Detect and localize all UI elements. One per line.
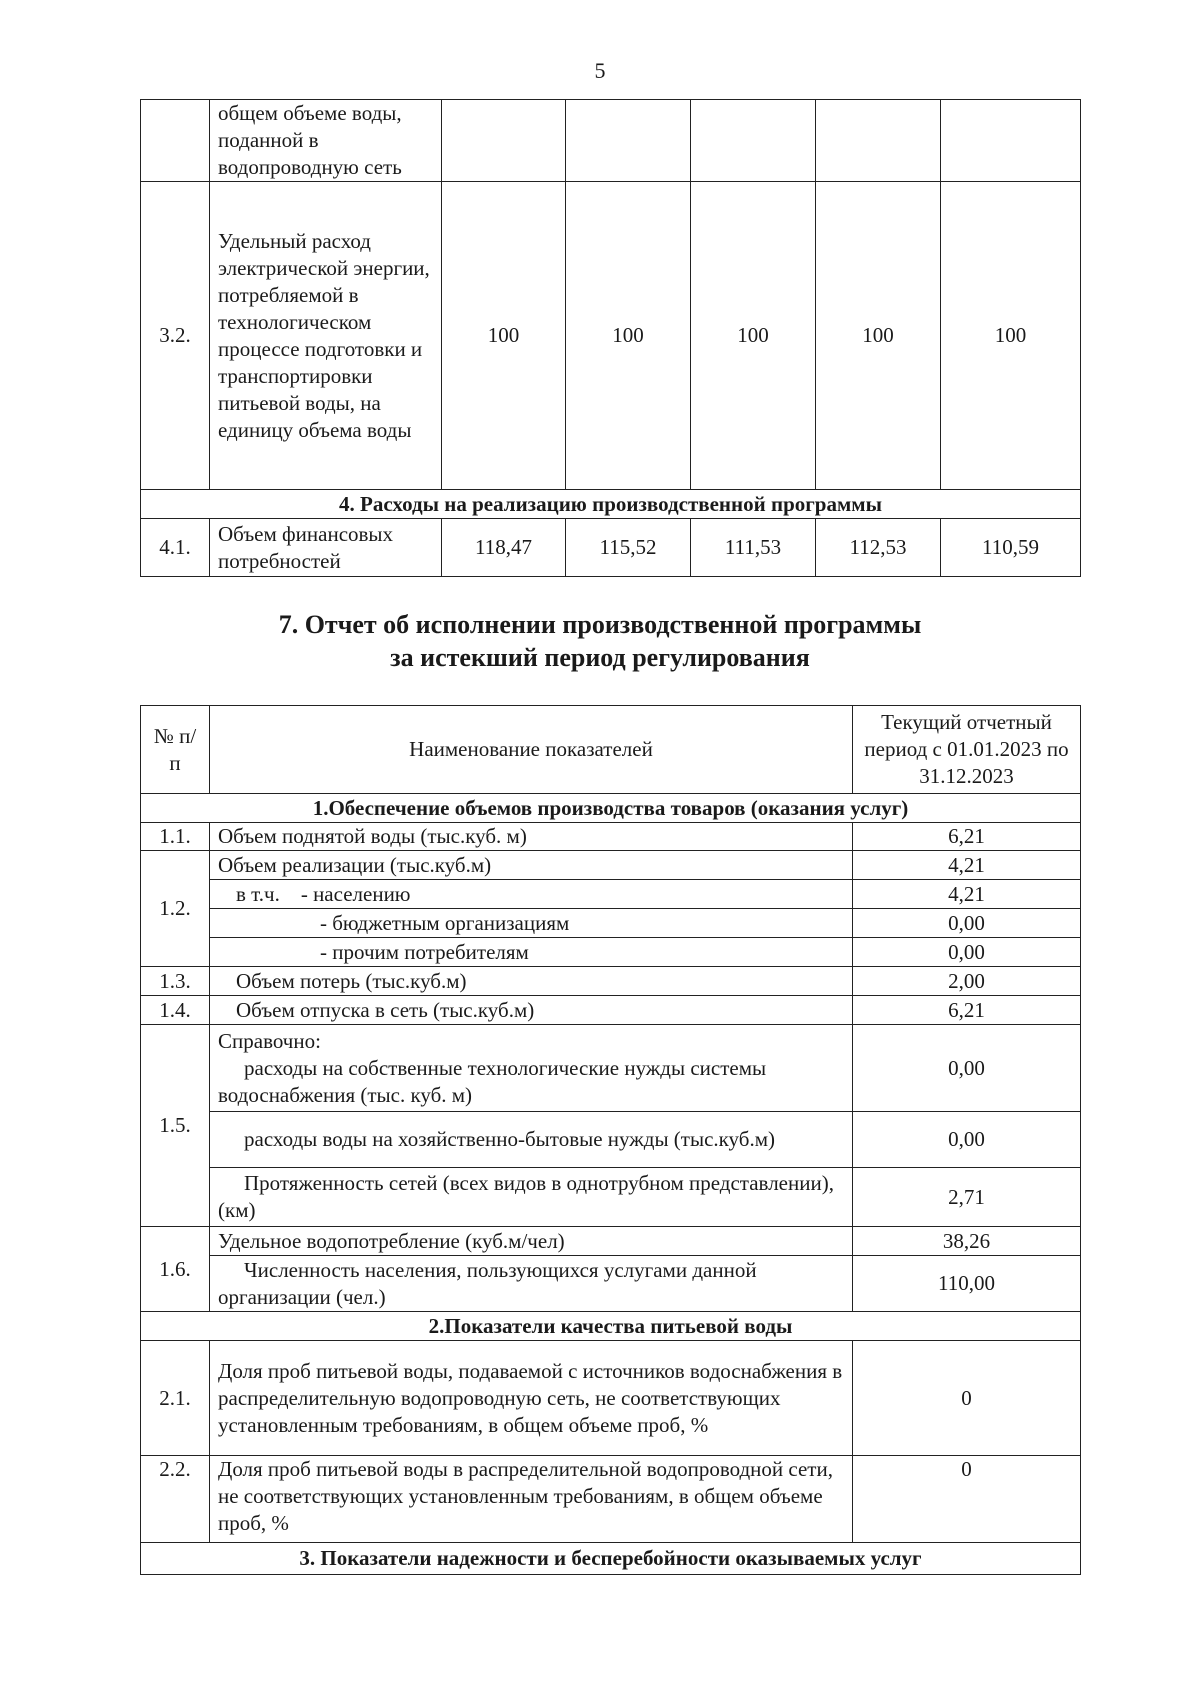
value-cell: 115,52 [566,519,691,577]
table-row [141,851,1081,880]
page-number: 5 [594,58,606,83]
value-cell: 100 [442,182,566,490]
header-row [141,706,1081,794]
indicator-name: Справочно: расходы на собственные технологические нужды системы водоснабжения (тыс. куб. м) [210,1025,853,1112]
value-cell: 110,59 [941,519,1081,577]
table-row [141,1168,1081,1227]
value-cell: 112,53 [816,519,941,577]
value-cell: 0,00 [853,909,1081,938]
indicator-name: - бюджетным организациям [210,909,853,938]
value-cell: 2,71 [853,1168,1081,1227]
table-row [141,100,1081,182]
table-row [141,823,1081,851]
value-cell: 0 [853,1456,1081,1543]
table-row [141,938,1081,967]
value-cell: 100 [941,182,1081,490]
value-cell: 4,21 [853,851,1081,880]
table-row [141,1112,1081,1168]
value-cell: 0 [853,1341,1081,1456]
row-number: 1.1. [141,823,210,851]
value-cell: 100 [566,182,691,490]
section-row [141,794,1081,823]
row-number: 3.2. [141,182,210,490]
table-row [141,1227,1081,1256]
row-number: 1.3. [141,967,210,996]
table-row [141,996,1081,1025]
table-row [141,1025,1081,1112]
value-cell: 6,21 [853,996,1081,1025]
value-cell: 110,00 [853,1256,1081,1312]
section-heading: 3. Показатели надежности и бесперебойности оказываемых услуг [141,1543,1081,1575]
section-row [141,1543,1081,1575]
row-number: 2.2. [141,1456,210,1543]
value-cell: 118,47 [442,519,566,577]
value-cell: 6,21 [853,823,1081,851]
indicator-name: Объем отпуска в сеть (тыс.куб.м) [210,996,853,1025]
table-row [141,880,1081,909]
section-row [141,1312,1081,1341]
section-title: 7. Отчет об исполнении производственной программы за истекший период регулирования [278,610,922,672]
value-cell: 111,53 [691,519,816,577]
value-cell: 0,00 [853,1112,1081,1168]
indicator-name: расходы воды на хозяйственно-бытовые нужды (тыс.куб.м) [210,1112,853,1168]
value-cell: 4,21 [853,880,1081,909]
row-number: 1.4. [141,996,210,1025]
row-number: 1.5. [141,1025,210,1227]
production-program-table [140,99,1081,577]
indicator-name: Численность населения, пользующихся услугами данной организации (чел.) [210,1256,853,1312]
value-cell: 2,00 [853,967,1081,996]
table-row [141,182,1081,490]
row-number: 2.1. [141,1341,210,1456]
value-cell: 100 [816,182,941,490]
indicator-name: Удельное водопотребление (куб.м/чел) [210,1227,853,1256]
indicator-name: Объем поднятой воды (тыс.куб. м) [210,823,853,851]
table-row [141,967,1081,996]
indicator-name: Доля проб питьевой воды, подаваемой с источников водоснабжения в распределительную водопроводную сеть, не соответствующих установленным требованиям, в общем объеме проб, % [210,1341,853,1456]
table-row [141,909,1081,938]
table-row [141,1456,1081,1543]
table-row [141,1256,1081,1312]
header-number: № п/п [141,706,210,794]
header-name: Наименование показателей [210,706,853,794]
row-number [141,100,210,182]
indicator-name: Объем потерь (тыс.куб.м) [210,967,853,996]
section-heading: 2.Показатели качества питьевой воды [141,1312,1081,1341]
indicator-name: Удельный расход электрической энергии, потребляемой в технологическом процессе подготовки и транспортировки питьевой воды, на единицу объема воды [210,182,442,490]
indicator-name: Доля проб питьевой воды в распределительной водопроводной сети, не соответствующих установленным требованиям, в общем объеме проб, % [210,1456,853,1543]
row-number: 1.6. [141,1227,210,1312]
value-cell: 100 [691,182,816,490]
program-execution-report-table [140,705,1081,1575]
indicator-name: общем объеме воды, поданной в водопроводную сеть [210,100,442,182]
indicator-name: - прочим потребителям [210,938,853,967]
row-number: 1.2. [141,851,210,967]
indicator-name: Объем финансовых потребностей [210,519,442,577]
section-row [141,490,1081,519]
section-heading: 1.Обеспечение объемов производства товаров (оказания услуг) [141,794,1081,823]
indicator-name: Протяженность сетей (всех видов в однотрубном представлении), (км) [210,1168,853,1227]
indicator-name: Объем реализации (тыс.куб.м) [210,851,853,880]
header-period: Текущий отчетный период с 01.01.2023 по 31.12.2023 [853,706,1081,794]
section-heading: 4. Расходы на реализацию производственной программы [141,490,1081,519]
value-cell: 0,00 [853,1025,1081,1112]
indicator-name: в т.ч. - населению [210,880,853,909]
row-number: 4.1. [141,519,210,577]
value-cell: 0,00 [853,938,1081,967]
table-row [141,519,1081,577]
value-cell: 38,26 [853,1227,1081,1256]
table-row [141,1341,1081,1456]
